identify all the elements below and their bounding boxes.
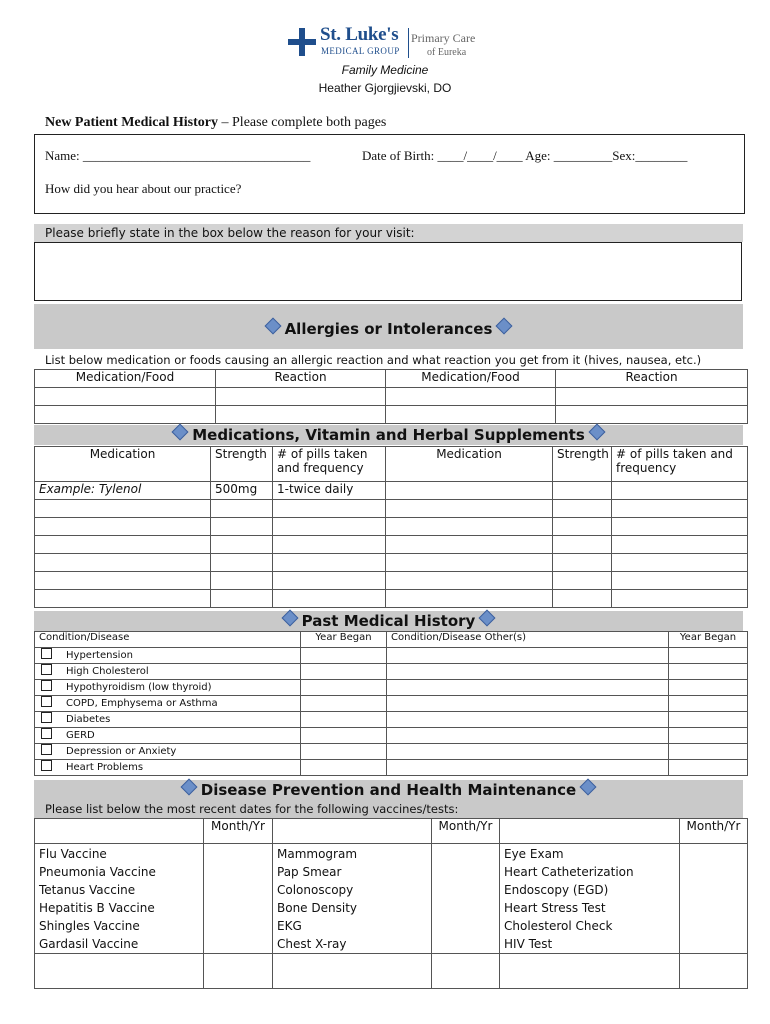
condition-label: Depression or Anxiety: [66, 746, 177, 757]
table-cell[interactable]: [432, 844, 500, 954]
table-cell[interactable]: [612, 554, 748, 572]
table-cell[interactable]: [301, 696, 387, 712]
referral-field[interactable]: How did you hear about our practice?: [45, 181, 242, 196]
table-row[interactable]: [35, 406, 748, 424]
table-cell[interactable]: [35, 406, 216, 424]
table-row[interactable]: [35, 954, 748, 989]
table-cell[interactable]: [553, 572, 612, 590]
table-cell[interactable]: [301, 664, 387, 680]
list-item: Endoscopy (EGD): [504, 883, 609, 897]
table-row[interactable]: [35, 388, 748, 406]
table-cell[interactable]: [553, 590, 612, 608]
table-cell[interactable]: [211, 518, 273, 536]
test-list: [500, 844, 680, 954]
medications-section-bar: [34, 425, 743, 445]
diamond-icon: [281, 610, 298, 627]
diamond-icon: [580, 779, 597, 796]
test-list: [273, 844, 432, 954]
table-cell[interactable]: [273, 572, 386, 590]
prevention-table: [34, 818, 748, 989]
form-title-note: – Please complete both pages: [218, 115, 387, 130]
table-cell[interactable]: [612, 500, 748, 518]
list-item: EKG: [277, 919, 302, 933]
list-item: Mammogram: [277, 847, 358, 861]
prevention-title: Disease Prevention and Health Maintenance: [200, 781, 577, 799]
table-cell[interactable]: [669, 744, 748, 760]
table-row: [35, 712, 748, 728]
table-cell[interactable]: [612, 536, 748, 554]
reason-input-box[interactable]: [34, 242, 742, 301]
list-item: Bone Density: [277, 901, 357, 915]
list-item: Heart Catheterization: [504, 865, 634, 879]
allergies-table: [34, 369, 748, 424]
table-cell[interactable]: [669, 728, 748, 744]
table-header: Reaction: [216, 370, 386, 388]
table-header: Condition/Disease: [35, 632, 301, 648]
list-item: Flu Vaccine: [39, 847, 107, 861]
list-item: Pneumonia Vaccine: [39, 865, 156, 879]
condition-item[interactable]: [35, 664, 301, 680]
patient-info-box: [34, 134, 745, 214]
table-row: [35, 760, 748, 776]
table-cell[interactable]: [273, 500, 386, 518]
table-header: Year Began: [669, 632, 748, 648]
checkbox[interactable]: [41, 712, 52, 723]
table-cell[interactable]: [387, 760, 669, 776]
table-cell[interactable]: [35, 388, 216, 406]
table-cell[interactable]: [211, 536, 273, 554]
list-item: Tetanus Vaccine: [39, 883, 136, 897]
table-cell[interactable]: [612, 572, 748, 590]
allergies-instruction: List below medication or foods causing an allergic reaction and what reaction you get from it (hives, nausea, etc.): [45, 353, 702, 367]
table-cell[interactable]: [553, 518, 612, 536]
table-cell[interactable]: [35, 518, 211, 536]
table-cell[interactable]: [35, 554, 211, 572]
table-header: Medication/Food: [35, 370, 216, 388]
table-cell[interactable]: [273, 554, 386, 572]
table-cell[interactable]: [387, 648, 669, 664]
table-cell[interactable]: [216, 388, 386, 406]
table-cell[interactable]: [386, 500, 553, 518]
table-row: [35, 648, 748, 664]
table-header: Month/Yr: [204, 819, 273, 844]
condition-label: High Cholesterol: [66, 666, 149, 677]
table-row[interactable]: [35, 554, 748, 572]
table-cell[interactable]: [301, 760, 387, 776]
checkbox[interactable]: [41, 744, 52, 755]
example-medication: Example: Tylenol: [35, 482, 211, 500]
diamond-icon: [588, 424, 605, 441]
history-table: [34, 631, 748, 776]
table-header-line: and frequency: [277, 461, 364, 475]
list-item: Hepatitis B Vaccine: [39, 901, 155, 915]
table-row: [35, 482, 748, 500]
table-cell[interactable]: [386, 536, 553, 554]
list-item: Shingles Vaccine: [39, 919, 140, 933]
table-cell[interactable]: [204, 954, 273, 989]
table-cell[interactable]: [612, 482, 748, 500]
diamond-icon: [180, 779, 197, 796]
table-cell[interactable]: [432, 954, 500, 989]
table-header-line: frequency: [616, 461, 677, 475]
table-cell[interactable]: [35, 590, 211, 608]
table-header: Month/Yr: [680, 819, 748, 844]
table-header: [612, 447, 748, 482]
table-cell[interactable]: [301, 712, 387, 728]
condition-label: Diabetes: [66, 714, 111, 725]
table-row[interactable]: [35, 572, 748, 590]
table-cell[interactable]: [204, 844, 273, 954]
table-header: [273, 819, 432, 844]
table-cell[interactable]: [387, 728, 669, 744]
list-item: HIV Test: [504, 937, 553, 951]
table-row: [35, 680, 748, 696]
table-header: Year Began: [301, 632, 387, 648]
table-cell[interactable]: [556, 388, 748, 406]
logo-divider: [408, 28, 409, 58]
table-cell[interactable]: [211, 500, 273, 518]
table-row: [35, 696, 748, 712]
list-item: Chest X-ray: [277, 937, 347, 951]
table-cell[interactable]: [273, 518, 386, 536]
checkbox[interactable]: [41, 664, 52, 675]
name-field[interactable]: Name: ___________________________________: [45, 148, 311, 163]
allergies-section-bar: [34, 304, 743, 349]
table-cell[interactable]: [386, 554, 553, 572]
prevention-section-bar: [34, 780, 743, 818]
clinic-name: Family Medicine: [341, 63, 429, 77]
table-header: [500, 819, 680, 844]
form-title-text: New Patient Medical History: [45, 115, 219, 130]
condition-label: GERD: [66, 730, 95, 741]
history-section-bar: [34, 611, 743, 631]
example-strength: 500mg: [211, 482, 273, 500]
table-row: [35, 728, 748, 744]
checkbox[interactable]: [41, 680, 52, 691]
table-cell[interactable]: [386, 518, 553, 536]
table-cell[interactable]: [35, 500, 211, 518]
condition-label: Hypertension: [66, 650, 133, 661]
table-header: Medication: [386, 447, 553, 482]
table-row[interactable]: [35, 500, 748, 518]
table-row[interactable]: [35, 590, 748, 608]
condition-item[interactable]: [35, 648, 301, 664]
table-cell[interactable]: [387, 664, 669, 680]
table-cell[interactable]: [680, 844, 748, 954]
table-cell[interactable]: [612, 518, 748, 536]
table-header: [35, 819, 204, 844]
table-cell[interactable]: [386, 482, 553, 500]
list-item: Cholesterol Check: [504, 919, 613, 933]
table-cell[interactable]: [612, 590, 748, 608]
table-cell[interactable]: [301, 744, 387, 760]
table-cell[interactable]: [387, 696, 669, 712]
form-title: [45, 115, 386, 131]
doctor-name: Heather Gjorgjievski, DO: [318, 81, 452, 95]
diamond-icon: [479, 610, 496, 627]
table-cell[interactable]: [553, 500, 612, 518]
table-cell[interactable]: [386, 388, 556, 406]
table-row: [35, 819, 748, 844]
table-header: Strength: [211, 447, 273, 482]
table-cell[interactable]: [35, 954, 204, 989]
table-cell[interactable]: [500, 954, 680, 989]
table-cell[interactable]: [301, 648, 387, 664]
table-header: Medication/Food: [386, 370, 556, 388]
table-header-line: # of pills taken and: [616, 447, 733, 461]
table-cell[interactable]: [273, 590, 386, 608]
table-cell[interactable]: [386, 572, 553, 590]
table-cell[interactable]: [669, 648, 748, 664]
table-cell[interactable]: [669, 696, 748, 712]
table-header: Month/Yr: [432, 819, 500, 844]
table-cell[interactable]: [669, 664, 748, 680]
table-cell[interactable]: [273, 954, 432, 989]
table-cell[interactable]: [35, 536, 211, 554]
list-item: Colonoscopy: [277, 883, 354, 897]
table-header: [273, 447, 386, 482]
condition-item[interactable]: [35, 760, 301, 776]
example-frequency: 1-twice daily: [273, 482, 386, 500]
logo-name: St. Luke's: [320, 24, 399, 45]
condition-label: COPD, Emphysema or Asthma: [66, 698, 218, 709]
table-cell[interactable]: [553, 536, 612, 554]
diamond-icon: [496, 318, 513, 335]
table-cell[interactable]: [680, 954, 748, 989]
table-row[interactable]: [35, 536, 748, 554]
checkbox[interactable]: [41, 728, 52, 739]
medications-table: [34, 446, 748, 608]
table-cell[interactable]: [211, 554, 273, 572]
checkbox[interactable]: [41, 696, 52, 707]
table-cell[interactable]: [301, 680, 387, 696]
table-cell[interactable]: [669, 712, 748, 728]
table-cell[interactable]: [301, 728, 387, 744]
table-cell[interactable]: [211, 572, 273, 590]
diamond-icon: [264, 318, 281, 335]
table-cell[interactable]: [553, 554, 612, 572]
history-title: Past Medical History: [301, 612, 476, 630]
medications-title: Medications, Vitamin and Herbal Supplements: [192, 426, 585, 444]
table-cell[interactable]: [386, 406, 556, 424]
table-cell[interactable]: [35, 572, 211, 590]
table-row: [35, 664, 748, 680]
table-cell[interactable]: [556, 406, 748, 424]
checkbox[interactable]: [41, 760, 52, 771]
table-row: [35, 370, 748, 388]
table-header: Reaction: [556, 370, 748, 388]
list-item: Gardasil Vaccine: [39, 937, 139, 951]
table-cell[interactable]: [387, 680, 669, 696]
table-row: [35, 632, 748, 648]
list-item: Eye Exam: [504, 847, 564, 861]
condition-item[interactable]: [35, 680, 301, 696]
table-cell[interactable]: [386, 590, 553, 608]
diamond-icon: [172, 424, 189, 441]
condition-label: Heart Problems: [66, 762, 144, 773]
condition-item[interactable]: [35, 744, 301, 760]
table-header: Condition/Disease Other(s): [387, 632, 669, 648]
vaccine-list: [35, 844, 204, 954]
condition-item[interactable]: [35, 728, 301, 744]
list-item: Heart Stress Test: [504, 901, 606, 915]
logo-eureka: of Eureka: [427, 47, 467, 58]
table-cell[interactable]: [553, 482, 612, 500]
condition-item[interactable]: [35, 712, 301, 728]
reason-label-bar: [34, 224, 743, 242]
table-cell[interactable]: [273, 536, 386, 554]
list-item: Pap Smear: [277, 865, 342, 879]
table-cell[interactable]: [216, 406, 386, 424]
table-header: Medication: [35, 447, 211, 482]
table-cell[interactable]: [669, 680, 748, 696]
table-row: [35, 744, 748, 760]
allergies-title: Allergies or Intolerances: [284, 320, 493, 338]
table-cell[interactable]: [211, 590, 273, 608]
table-cell[interactable]: [387, 744, 669, 760]
table-row[interactable]: [35, 518, 748, 536]
logo-group: MEDICAL GROUP: [321, 46, 400, 56]
checkbox[interactable]: [41, 648, 52, 659]
reason-label: Please briefly state in the box below the reason for your visit:: [45, 226, 415, 240]
logo-primary-care: Primary Care: [411, 31, 476, 45]
table-cell[interactable]: [387, 712, 669, 728]
table-cell[interactable]: [669, 760, 748, 776]
logo-cross-icon: [288, 28, 316, 56]
dob-age-sex-field[interactable]: Date of Birth: ____/____/____ Age: _________Sex:________: [362, 148, 688, 163]
condition-label: Hypothyroidism (low thyroid): [66, 682, 212, 693]
prevention-instruction: Please list below the most recent dates for the following vaccines/tests:: [45, 802, 459, 816]
condition-item[interactable]: [35, 696, 301, 712]
table-row: [35, 447, 748, 482]
table-row: [35, 844, 748, 954]
table-header: Strength: [553, 447, 612, 482]
table-header-line: # of pills taken: [277, 447, 368, 461]
